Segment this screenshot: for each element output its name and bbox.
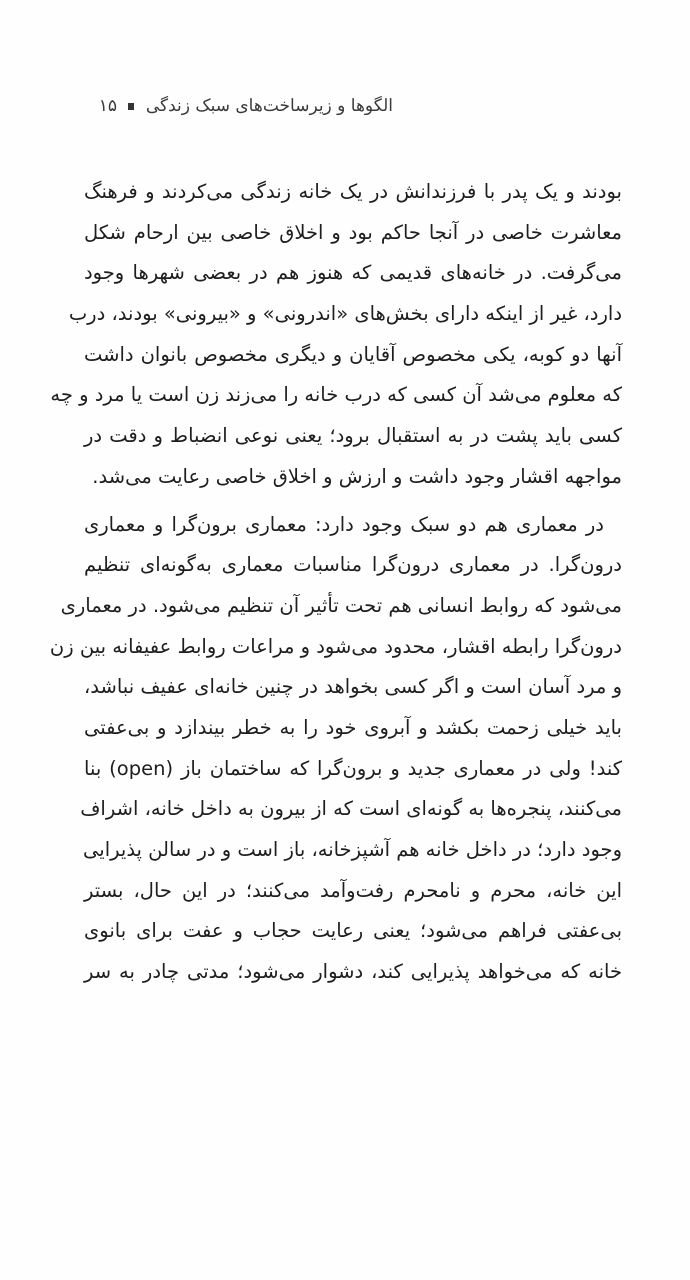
text-line: خانه که می‌خواهد پذیرایی کند، دشوار می‌شود؛ مدتی چادر به سر: [84, 960, 622, 984]
text-line: مواجهه اقشار وجود داشت و ارزش و اخلاق خاصی رعایت می‌شد.: [92, 464, 622, 488]
text-line: کند! ولی در معماری جدید و برون‌گرا که ساختمان باز (open) بنا: [84, 756, 623, 780]
text-line: درون‌گرا رابطه اقشار، محدود می‌شود و مراعات روابط عفیفانه بین زن: [49, 634, 622, 658]
text-line: بی‌عفتی فراهم می‌شود؛ یعنی رعایت حجاب و عفت برای بانوی: [84, 919, 622, 943]
text-line: معاشرت خاصی در آنجا حاکم بود و اخلاق خاصی بین ارحام شکل: [84, 220, 622, 244]
text-line: آنها دو کوبه، یکی مخصوص آقایان و دیگری مخصوص بانوان داشت: [84, 342, 622, 366]
text-line: در معماری هم دو سبک وجود دارد: معماری برون‌گرا و معماری: [84, 512, 604, 536]
text-line: وجود دارد؛ در داخل خانه هم آشپزخانه، باز است و در سالن پذیرایی: [83, 838, 622, 861]
text-line: که معلوم می‌شد آن کسی که درب خانه را می‌زند زن است یا مرد و چه: [50, 383, 622, 407]
text-line: می‌شود که روابط انسانی هم تحت تأثیر آن تنظیم می‌شود. در معماری: [60, 593, 622, 617]
body-text: [49, 172, 623, 993]
text-line: باید خیلی زحمت بکشد و آبروی خود را به خطر بیندازد و بی‌عفتی: [84, 715, 622, 739]
text-line: می‌کنند، پنجره‌ها به گونه‌ای است که از بیرون به داخل خانه، اشراف: [80, 797, 622, 821]
square-separator-icon: [128, 103, 134, 110]
text-line: و مرد آسان است و اگر کسی بخواهد در چنین خانه‌ای عفیف نباشد،: [84, 675, 622, 699]
text-line: درون‌گرا. در معماری درون‌گرا مناسبات معماری به‌گونه‌ای تنظیم: [84, 553, 622, 577]
paragraph-1: [50, 172, 622, 498]
text-line: بودند و یک پدر با فرزندانش در یک خانه زندگی می‌کردند و فرهنگ: [84, 180, 622, 203]
paragraph-2: [49, 505, 623, 993]
text-line: دارد، غیر از اینکه دارای بخش‌های «اندرونی» و «بیرونی» بودند، درب: [68, 302, 622, 326]
text-line: می‌گرفت. در خانه‌های قدیمی که هنوز هم در بعضی شهرها وجود: [84, 261, 622, 285]
running-head-title: الگوها و زیرساخت‌های سبک زندگی: [145, 96, 393, 116]
text-line: کسی باید پشت در به استقبال برود؛ یعنی نوعی انضباط و دقت در: [84, 424, 622, 448]
text-line: این خانه، محرم و نامحرم رفت‌وآمد می‌کنند؛ در این حال، بستر: [84, 878, 622, 902]
running-head: [98, 96, 393, 116]
page-number: ۱۵: [98, 96, 118, 116]
